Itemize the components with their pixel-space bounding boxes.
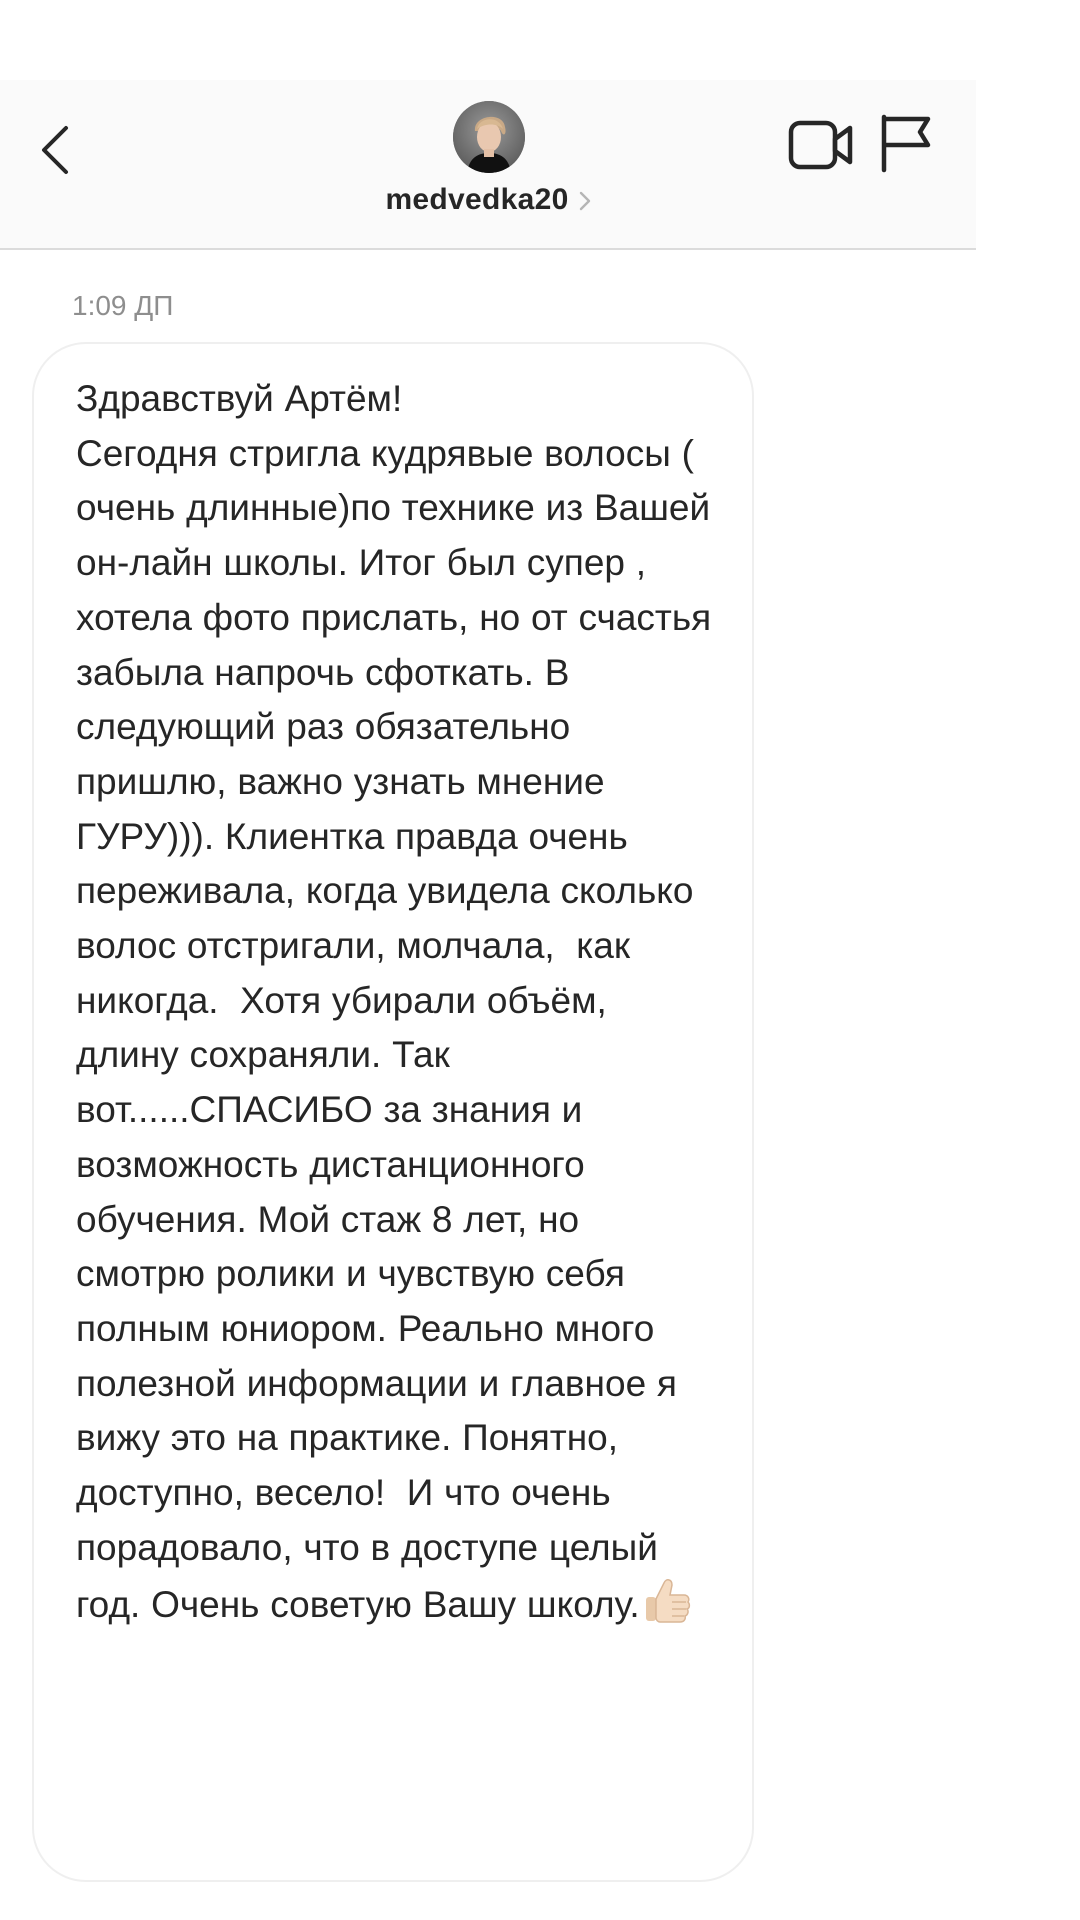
message-bubble[interactable]	[32, 342, 754, 1882]
username-row[interactable]	[0, 183, 976, 217]
message-body: Здравствуй Артём! Сегодня стригла кудрявые волосы ( очень длинные)по технике из Вашей он-лайн школы. Итог был супер , хотела фото прислать, но от счастья забыла напрочь сфоткать. В следующий раз обязательно пришлю, важно узнать мнение ГУРУ))). Клиентка правда очень переживала, когда увидела сколько волос отстригали, молчала, как никогда. Хотя убирали объём, длину сохраняли. Так вот......СПАСИБО за знания и возможность дистанционного обучения. Мой стаж 8 лет, но смотрю ролики и чувствую себя полным юниором. Реально много полезной информации и главное я вижу это на практике. Понятно, доступно, весело! И что очень порадовало, что в доступе целый год. Очень советую Вашу школу.	[76, 378, 712, 1626]
username[interactable]: medvedka20	[385, 183, 569, 216]
chat-header	[0, 80, 976, 250]
video-camera-icon	[788, 117, 854, 173]
chevron-right-icon	[579, 191, 591, 211]
report-button[interactable]	[878, 113, 932, 173]
message-timestamp: 1:09 ДП	[72, 290, 174, 321]
back-button[interactable]	[24, 110, 84, 190]
avatar[interactable]	[453, 101, 525, 173]
thumbs-up-icon	[642, 1575, 692, 1625]
message-text	[76, 372, 712, 1633]
video-call-button[interactable]	[788, 117, 854, 173]
avatar-photo	[453, 101, 525, 173]
flag-icon	[878, 113, 932, 173]
chevron-left-icon	[38, 124, 70, 176]
